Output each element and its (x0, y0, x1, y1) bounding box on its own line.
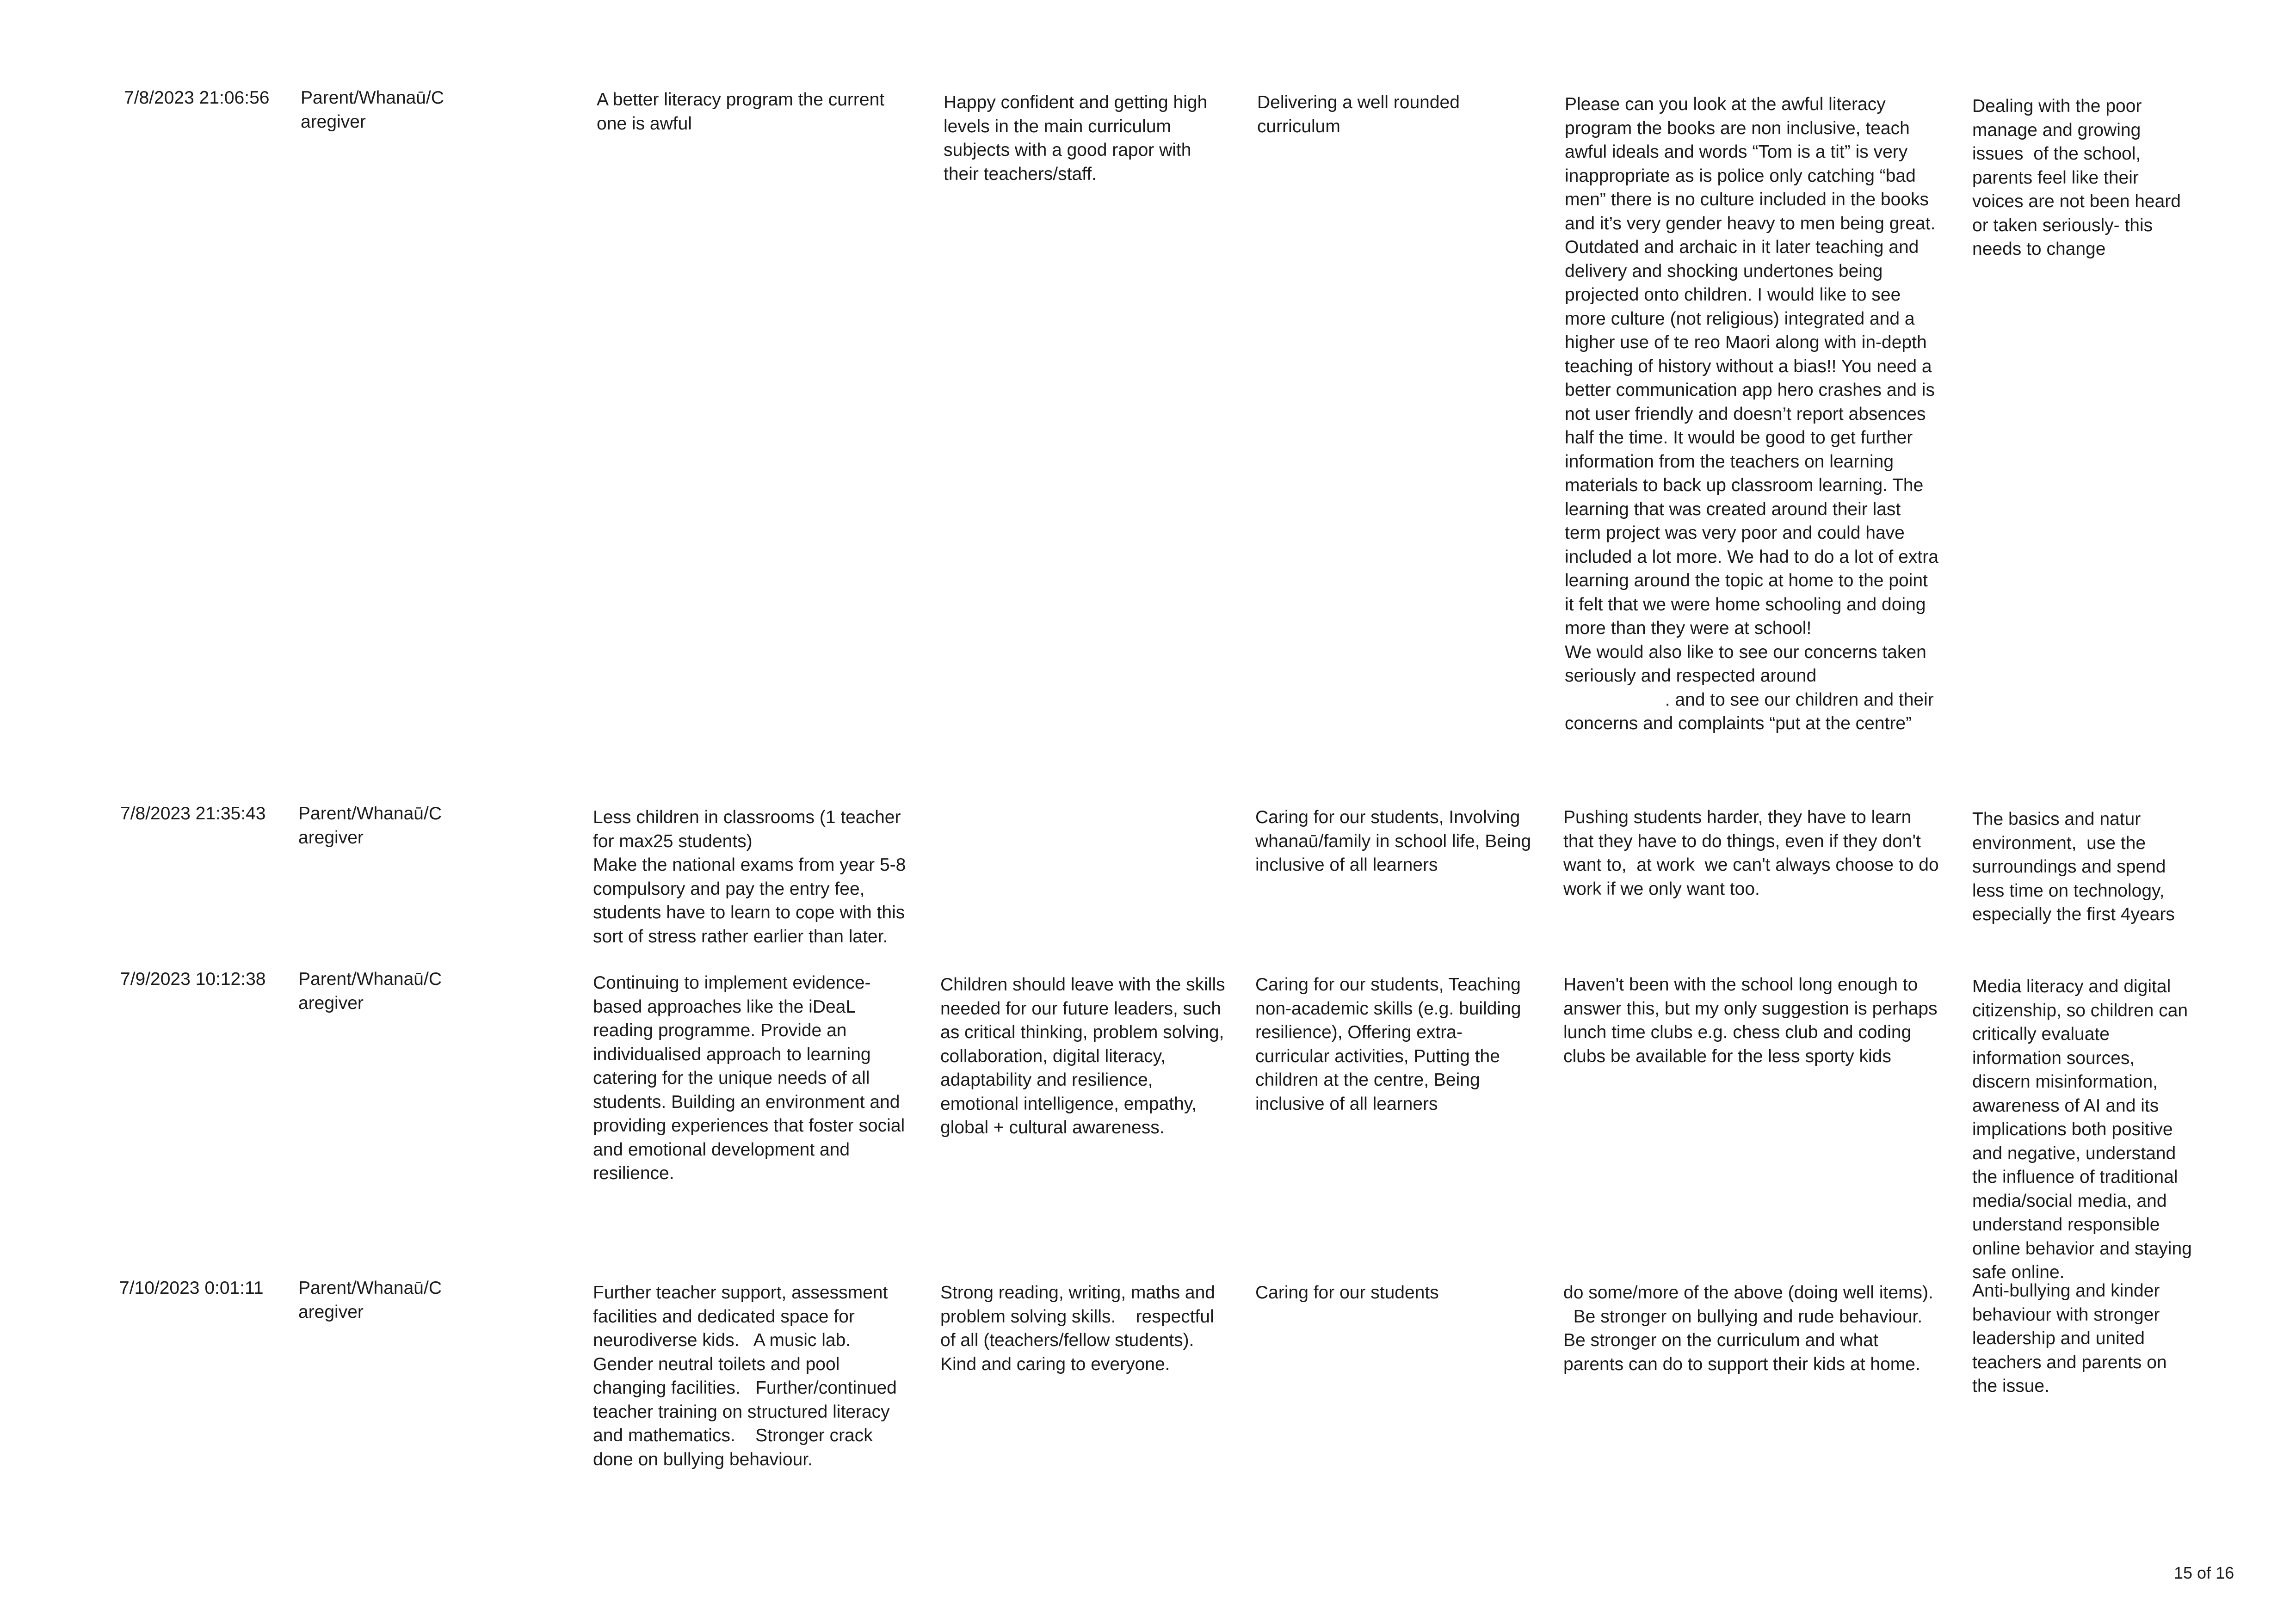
respondent-role-cell: Parent/Whanaū/C aregiver (301, 88, 444, 132)
response-cell-a: A better literacy program the current one is awful (597, 90, 885, 134)
response-cell-b: Strong reading, writing, maths and problem solving skills. respectful of all (teachers/fellow students). Kind and caring to everyone. (940, 1283, 1215, 1374)
page-number: 15 of 16 (2174, 1563, 2234, 1582)
response-cell-c: Caring for our students (1255, 1283, 1439, 1303)
response-cell-e: The basics and natur environment, use the surroundings and spend less time on technology, especially the first 4years (1972, 809, 2175, 924)
respondent-role-cell: Parent/Whanaū/C aregiver (298, 969, 442, 1013)
response-cell-c: Caring for our students, Teaching non-academic skills (e.g. building resilience), Offering extra- curricular activities, Putting the children at the centre, Being inclusive of all learners (1255, 975, 1521, 1114)
timestamp-cell: 7/10/2023 0:01:11 (119, 1278, 264, 1298)
respondent-role-cell: Parent/Whanaū/C aregiver (298, 804, 442, 848)
response-cell-a: Further teacher support, assessment facilities and dedicated space for neurodiverse kids. A music lab. Gender neutral toilets and pool changing facilities. Further/continued teacher training on structured literacy and mathematics. Stronger crack done on bullying behaviour. (593, 1283, 897, 1469)
response-cell-a: Continuing to implement evidence- based approaches like the iDeaL reading programme. Provide an individualised approach to learning catering for the unique needs of all students. Building an environment and providing experiences that foster social and emotional development and resilience. (593, 973, 905, 1183)
response-cell-d: Please can you look at the awful literacy program the books are non inclusive, teach awful ideals and words “Tom is a tit” is very inappropriate as is police only catching “bad men” there is no culture included in the books and it’s very gender heavy to men being great. Outdated and archaic in it later teaching and delivery and shocking undertones being projected onto children. I would like to see more culture (not religious) integrated and a higher use of te reo Maori along with in-depth teaching of history without a bias!! You need a better communication app hero crashes and is not user friendly and doesn’t report absences half the time. It would be good to get further information from the teachers on learning materials to back up classroom learning. The learning that was created around their last term project was very poor and could have included a lot more. We had to do a lot of extra learning around the topic at home to the point it felt that we were home schooling and doing more than they were at school! We would also like to see our concerns taken seriously and respected around . and to see our children and their concerns and complaints “put at the centre” (1565, 94, 1938, 733)
response-cell-d: Haven't been with the school long enough to answer this, but my only suggestion is perhaps lunch time clubs e.g. chess club and coding clubs be available for the less sporty kids (1563, 975, 1938, 1066)
response-cell-b: Happy confident and getting high levels in the main curriculum subjects with a good rapor with their teachers/staff. (944, 92, 1208, 184)
timestamp-cell: 7/8/2023 21:06:56 (124, 88, 270, 108)
timestamp-cell: 7/8/2023 21:35:43 (120, 804, 266, 824)
response-cell-c: Caring for our students, Involving whanaū/family in school life, Being inclusive of all learners (1255, 807, 1531, 875)
timestamp-cell: 7/9/2023 10:12:38 (120, 969, 266, 989)
response-cell-e: Dealing with the poor manage and growing issues of the school, parents feel like their voices are not been heard or taken seriously- this needs to change (1972, 96, 2181, 259)
response-cell-a: Less children in classrooms (1 teacher for max25 students) Make the national exams from year 5-8 compulsory and pay the entry fee, students have to learn to cope with this sort of stress rather earlier than later. (593, 807, 906, 947)
response-cell-c: Delivering a well rounded curriculum (1257, 92, 1460, 136)
response-cell-d: Pushing students harder, they have to learn that they have to do things, even if they don't want to, at work we can't always choose to do work if we only want too. (1563, 807, 1939, 899)
response-cell-d: do some/more of the above (doing well items). Be stronger on bullying and rude behaviour. Be stronger on the curriculum and what parents can do to support their kids at home. (1563, 1283, 1933, 1374)
respondent-role-cell: Parent/Whanaū/C aregiver (298, 1278, 442, 1322)
response-cell-e: Anti-bullying and kinder behaviour with stronger leadership and united teachers and parents on the issue. (1972, 1281, 2167, 1396)
response-cell-b: Children should leave with the skills needed for our future leaders, such as critical thinking, problem solving, collaboration, digital literacy, adaptability and resilience, emotional intelligence, empathy, global + cultural awareness. (940, 975, 1225, 1137)
response-cell-e: Media literacy and digital citizenship, so children can critically evaluate information sources, discern misinformation, awareness of AI and its implications both positive and negative, understand the influence of traditional media/social media, and understand responsible online behavior and staying safe online. (1972, 977, 2192, 1282)
